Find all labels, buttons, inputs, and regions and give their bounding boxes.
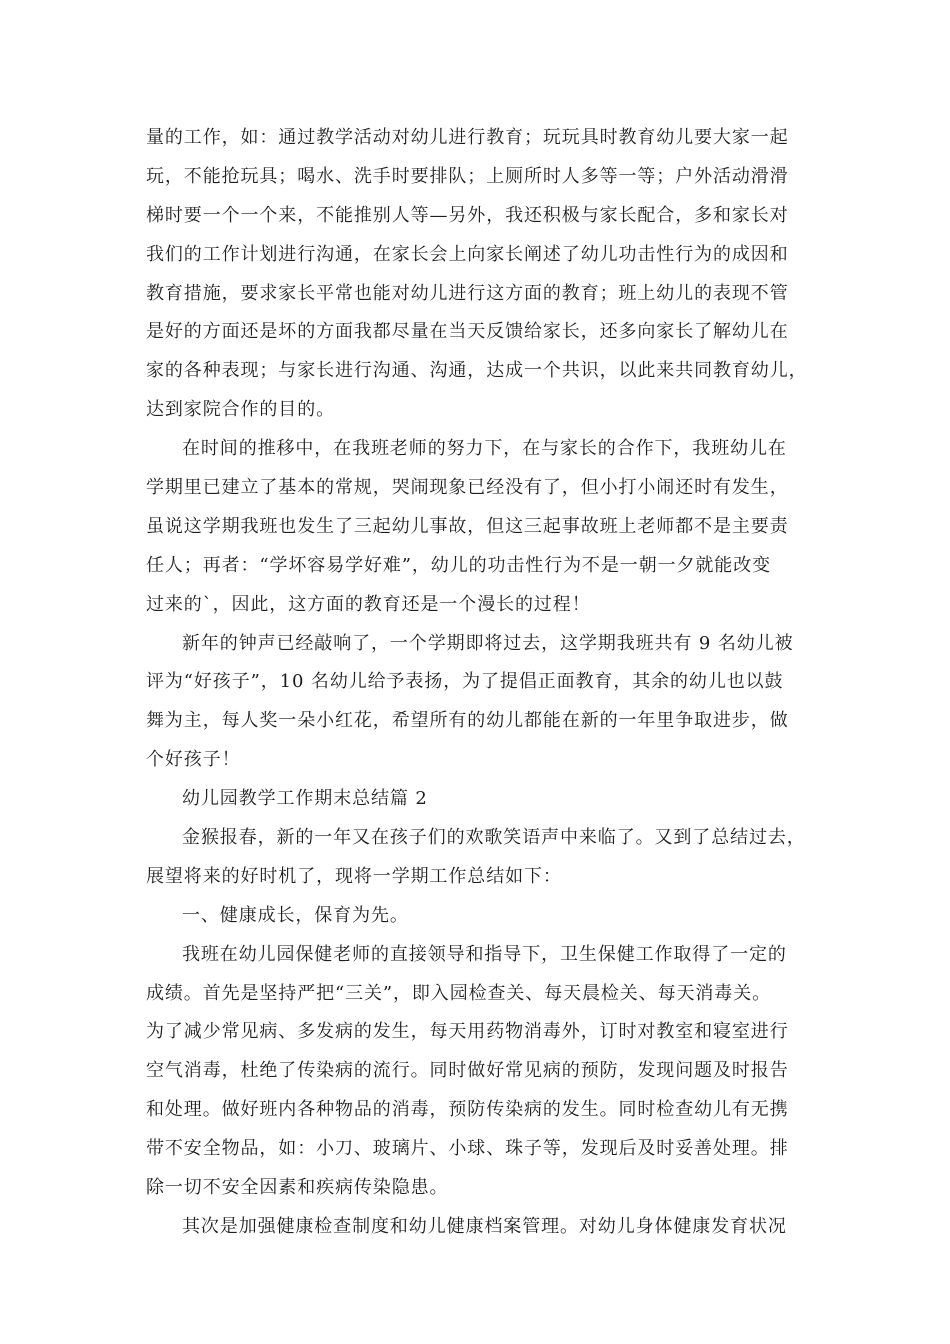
text-line: 教育措施，要求家长平常也能对幼儿进行这方面的教育；班上幼儿的表现不管 [146,282,789,304]
text-line: 梯时要一个一个来，不能推别人等—另外，我还积极与家长配合，多和家长对 [146,204,789,226]
text-line: 虽说这学期我班也发生了三起幼儿事故，但这三起事故班上老师都不是主要责 [146,515,789,537]
text-line: 舞为主，每人奖一朵小红花，希望所有的幼儿都能在新的一年里争取进步，做 [146,710,789,732]
paragraph-start-line: 我班在幼儿园保健老师的直接领导和指导下，卫生保健工作取得了一定的 [182,943,787,965]
text-line: 展望将来的好时机了，现将一学期工作总结如下： [146,865,562,887]
text-line: 评为“好孩子”，10 名幼儿给予表扬，为了提倡正面教育，其余的幼儿也以鼓 [146,671,784,693]
paragraph-start-line: 在时间的推移中，在我班老师的努力下，在与家长的合作下，我班幼儿在 [182,438,787,460]
text-line: 任人；再者：“学坏容易学好难”，幼儿的功击性行为不是一朝一夕就能改变 [146,554,772,576]
subsection-heading: 一、健康成长，保育为先。 [182,904,409,926]
text-line: 成绩。首先是坚持严把“三关”，即入园检查关、每天晨检关、每天消毒关。 [146,982,772,1004]
text-line: 为了减少常见病、多发病的发生，每天用药物消毒外，订时对教室和寝室进行 [146,1021,789,1043]
text-line: 和处理。做好班内各种物品的消毒，预防传染病的发生。同时检查幼儿有无携 [146,1099,789,1121]
document-body [146,119,806,1247]
text-line: 除一切不安全因素和疾病传染隐患。 [146,1177,449,1199]
section-heading: 幼儿园教学工作期末总结篇 2 [182,788,428,810]
text-line: 量的工作，如：通过教学活动对幼儿进行教育；玩玩具时教育幼儿要大家一起 [146,127,789,148]
text-line: 玩，不能抢玩具；喝水、洗手时要排队；上厕所时人多等一等；户外活动滑滑 [146,165,789,187]
text-line: 空气消毒，杜绝了传染病的流行。同时做好常见病的预防，发现问题及时报告 [146,1060,789,1082]
text-line: 个好孩子！ [146,749,241,771]
text-line: 达到家院合作的目的。 [146,399,335,421]
paragraph-start-line: 金猴报春，新的一年又在孩子们的欢歌笑语声中来临了。又到了总结过去， [182,827,806,849]
text-line: 学期里已建立了基本的常规，哭闹现象已经没有了，但小打小闹还时有发生， [146,477,789,499]
text-line: 过来的`，因此，这方面的教育还是一个漫长的过程！ [146,593,591,615]
paragraph-start-line: 其次是加强健康检查制度和幼儿健康档案管理。对幼儿身体健康发育状况 [182,1215,787,1237]
text-line: 带不安全物品，如：小刀、玻璃片、小球、珠子等，发现后及时妥善处理。排 [146,1138,789,1160]
text-line: 我们的工作计划进行沟通，在家长会上向家长阐述了幼儿功击性行为的成因和 [146,243,789,265]
paragraph-start-line: 新年的钟声已经敲响了，一个学期即将过去，这学期我班共有 9 名幼儿被 [182,632,794,654]
text-line: 是好的方面还是坏的方面我都尽量在当天反馈给家长，还多向家长了解幼儿在 [146,321,789,343]
text-line: 家的各种表现；与家长进行沟通、沟通，达成一个共识，以此来共同教育幼儿， [146,360,808,382]
